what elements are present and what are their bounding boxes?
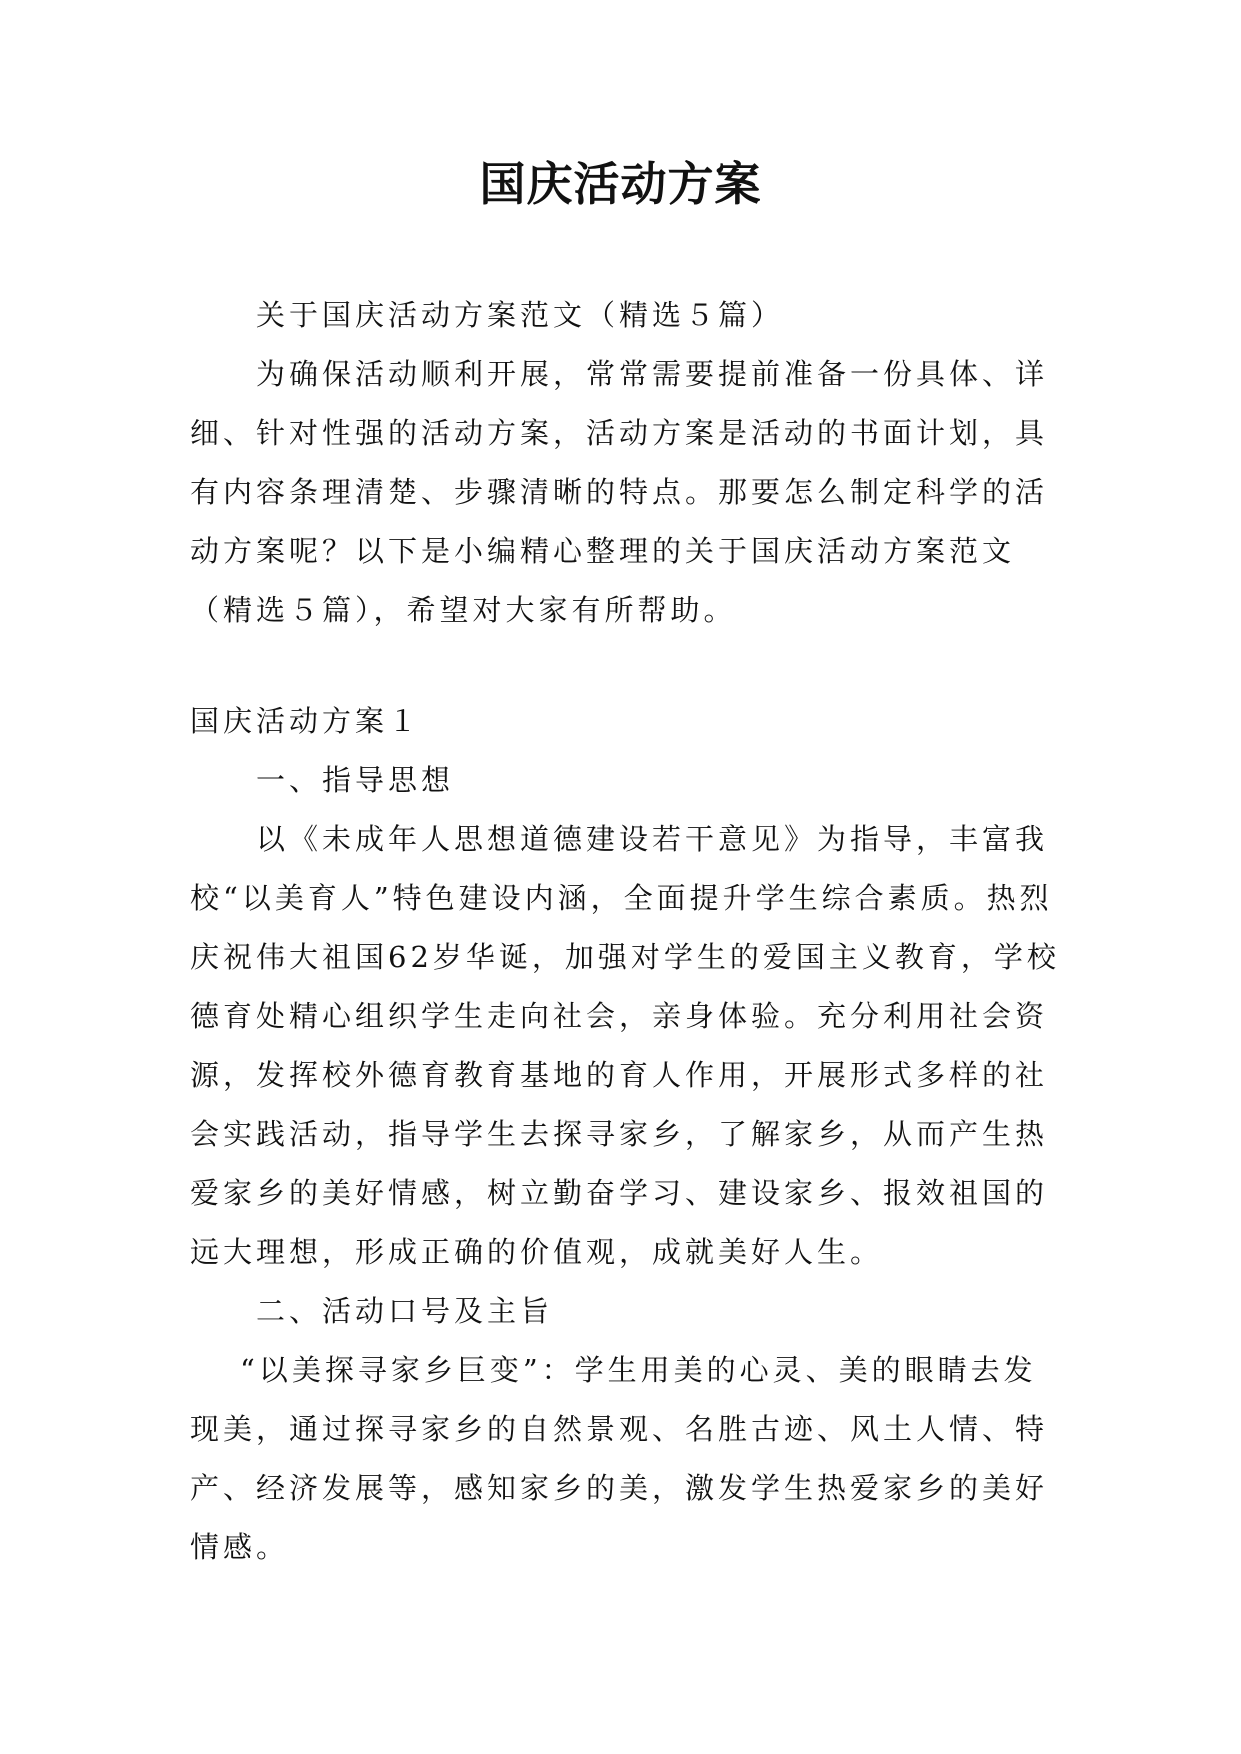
section-title: 国庆活动方案１: [190, 704, 422, 738]
intro-paragraph: 为确保活动顺利开展，常常需要提前准备一份具体、详细、针对性强的活动方案，活动方案是活动的书面计划，具有内容条理清楚、步骤清晰的特点。那要怎么制定科学的活动方案呢？以下是小编精心整理的关于国庆活动方案范文（精选５篇），希望对大家有所帮助。: [190, 357, 1049, 627]
section2-paragraph: “以美探寻家乡巨变”：学生用美的心灵、美的眼睛去发现美，通过探寻家乡的自然景观、名胜古迹、风土人情、特产、经济发展等，感知家乡的美，激发学生热爱家乡的美好情感。: [190, 1353, 1049, 1564]
document-body: [190, 286, 1060, 1577]
intro-heading: 关于国庆活动方案范文（精选５篇）: [256, 298, 785, 332]
section1-heading: 一、指导思想: [256, 763, 455, 797]
document-title: 国庆活动方案: [479, 157, 762, 211]
section-gap: [190, 640, 1060, 692]
section1-paragraph: 以《未成年人思想道德建设若干意见》为指导，丰富我校“以美育人”特色建设内涵，全面提升学生综合素质。热烈庆祝伟大祖国62岁华诞，加强对学生的爱国主义教育，学校德育处精心组织学生走向社会，亲身体验。充分利用社会资源，发挥校外德育教育基地的育人作用，开展形式多样的社会实践活动，指导学生去探寻家乡，了解家乡，从而产生热爱家乡的美好情感，树立勤奋学习、建设家乡、报效祖国的远大理想，形成正确的价值观，成就美好人生。: [190, 822, 1060, 1269]
section2-heading: 二、活动口号及主旨: [256, 1294, 554, 1328]
